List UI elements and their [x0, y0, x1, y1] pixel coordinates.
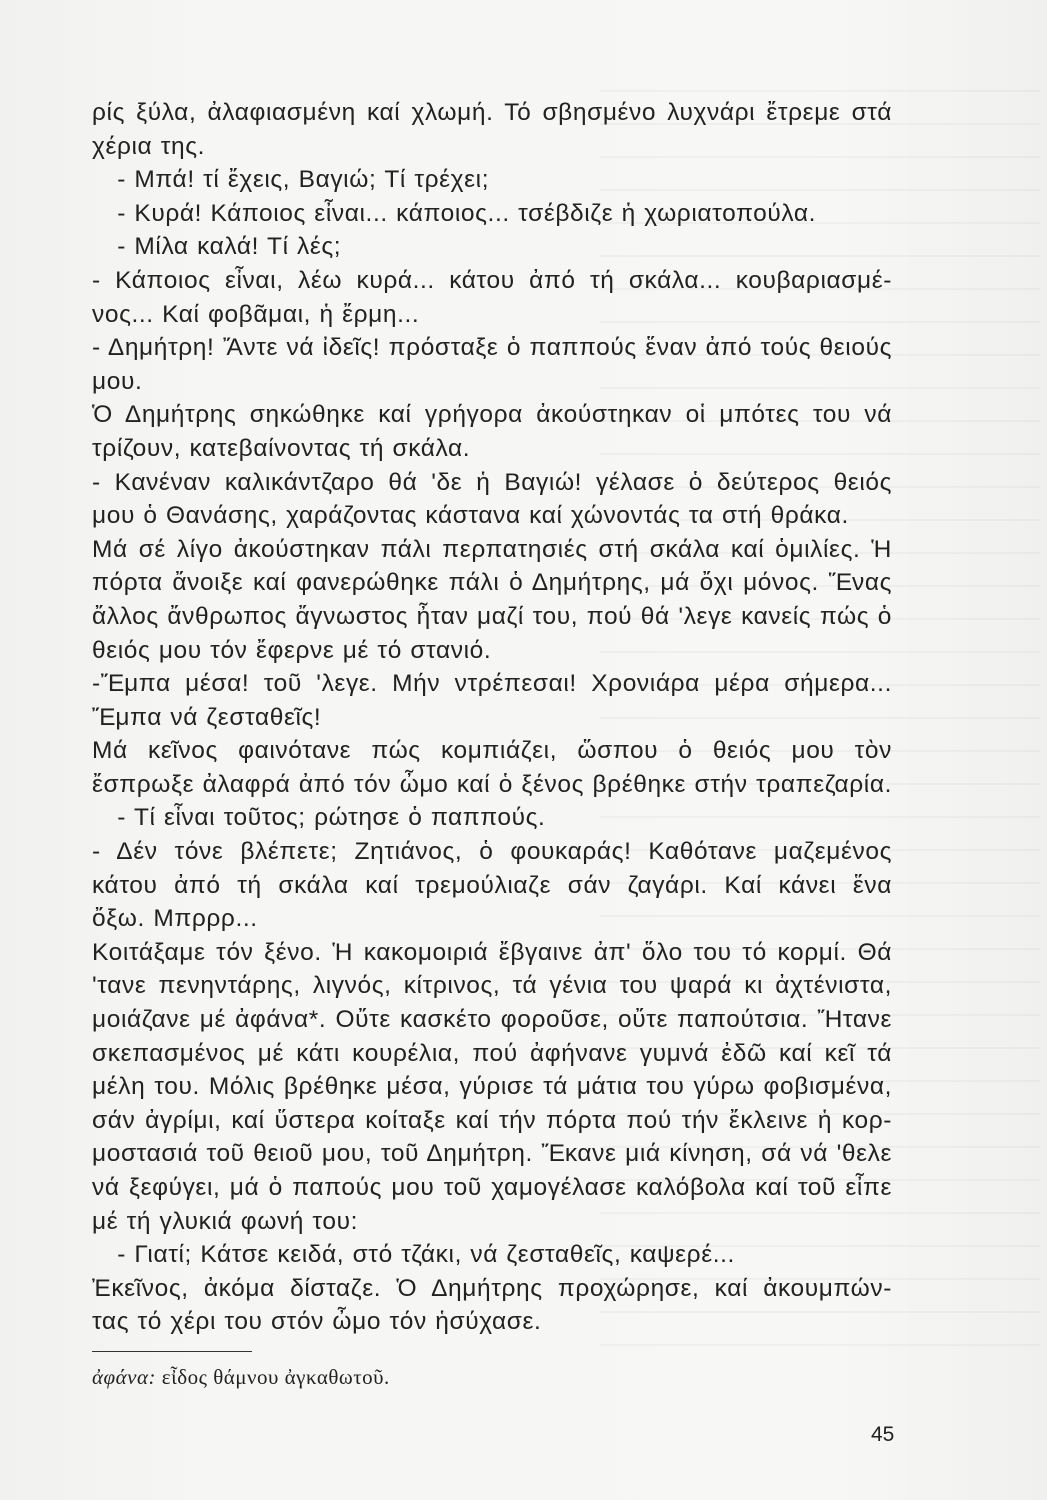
text-line: μοιάζανε μέ ἀφάνα*. Οὔτε κασκέτο φοροῦσε, οὔτε παπούτσια. Ἤτανε [92, 1006, 892, 1034]
body-text [92, 96, 892, 1339]
text-line: - Τί εἶναι τοῦτος; ρώτησε ὁ παππούς. [92, 804, 546, 832]
text-line: νος... Καί φοβᾶμαι, ἡ ἔρμη... [92, 300, 420, 328]
text-line: θειός μου τόν ἔφερνε μέ τό στανιό. [92, 636, 492, 664]
text-line: ὄξω. Μπρρρ... [92, 905, 258, 933]
text-line: - Δέν τόνε βλέπετε; Ζητιάνος, ὁ φουκαράς! Καθότανε μαζεμένος [92, 838, 892, 866]
text-line: ρίς ξύλα, ἀλαφιασμένη καί χλωμή. Τό σβησμένο λυχνάρι ἔτρεμε στά [92, 99, 892, 126]
text-line: - Δημήτρη! Ἄντε νά ἰδεῖς! πρόσταξε ὁ παππούς ἕναν ἀπό τούς θειούς [92, 334, 892, 362]
text-line: -Ἔμπα μέσα! τοῦ 'λεγε. Μήν ντρέπεσαι! Χρονιάρα μέρα σήμερα... [92, 670, 892, 698]
page-number: 45 [871, 1423, 895, 1446]
text-line: κάτου ἀπό τή σκάλα καί τρεμούλιαζε σάν ζαγάρι. Καί κάνει ἕνα [92, 871, 892, 899]
text-line: Ἔμπα νά ζεσταθεῖς! [92, 703, 322, 731]
text-line: σκεπασμένος μέ κάτι κουρέλια, πού ἀφήνανε γυμνά ἐδῶ καί κεῖ τά [92, 1039, 892, 1067]
text-line: - Μπά! τί ἔχεις, Βαγιώ; Τί τρέχει; [92, 166, 490, 194]
text-line: μέ τή γλυκιά φωνή του: [92, 1207, 358, 1235]
text-line: - Κανέναν καλικάντζαρο θά 'δε ἡ Βαγιώ! γέλασε ὁ δεύτερος θειός [92, 468, 892, 496]
text-line: 'τανε πενηντάρης, λιγνός, κίτρινος, τά γένια του ψαρά κι ἀχτένιστα, [92, 972, 892, 1000]
text-line: νά ξεφύγει, μά ὁ παπούς μου τοῦ χαμογέλασε καλόβολα καί τοῦ εἶπε [92, 1174, 892, 1201]
text-line: - Κυρά! Κάποιος εἶναι... κάποιος... τσέβδιζε ἡ χωριατοπούλα. [92, 199, 816, 227]
text-line: Κοιτάξαμε τόν ξένο. Ἡ κακομοιριά ἔβγαινε ἀπ' ὅλο του τό κορμί. Θά [92, 938, 892, 966]
text-line: - Κάποιος εἶναι, λέω κυρά... κάτου ἀπό τή σκάλα... κουβαριασμέ- [92, 266, 892, 294]
footnote [92, 1365, 390, 1390]
text-line: τας τό χέρι του στόν ὦμο τόν ἡσύχασε. [92, 1308, 542, 1336]
text-line: μοστασιά τοῦ θειοῦ μου, τοῦ Δημήτρη. Ἔκανε μιά κίνηση, σά νά 'θελε [92, 1140, 892, 1168]
text-line: Μά σέ λίγο ἀκούστηκαν πάλι περπατησιές στή σκάλα καί ὁμιλίες. Ἡ [92, 535, 892, 563]
text-line: μέλη του. Μόλις βρέθηκε μέσα, γύρισε τά μάτια του γύρω φοβισμένα, [92, 1073, 892, 1101]
footnote-definition: εἶδος θάμνου ἀγκαθωτοῦ. [156, 1365, 390, 1389]
text-line: ἔσπρωξε ἀλαφρά ἀπό τόν ὦμο καί ὁ ξένος βρέθηκε στήν τραπεζαρία. [92, 770, 892, 798]
text-line: - Μίλα καλά! Τί λές; [92, 233, 342, 261]
text-line: Ἐκεῖνος, ἀκόμα δίσταζε. Ὁ Δημήτρης προχώρησε, καί ἀκουμπών- [92, 1274, 892, 1302]
text-line: μου. [92, 367, 143, 395]
footnote-term: ἀφάνα: [92, 1365, 157, 1389]
text-line: σάν ἀγρίμι, καί ὕστερα κοίταξε καί τήν πόρτα πού τήν ἔκλεινε ἡ κορ- [92, 1106, 892, 1134]
text-line: Μά κεῖνος φαινότανε πώς κομπιάζει, ὥσπου ὁ θειός μου τὸν [92, 737, 892, 765]
footnote-rule [92, 1351, 252, 1352]
text-line: τρίζουν, κατεβαίνοντας τή σκάλα. [92, 434, 471, 462]
text-line: χέρια της. [92, 132, 206, 160]
text-line: μου ὁ Θανάσης, χαράζοντας κάστανα καί χώνοντάς τα στή θράκα. [92, 502, 849, 530]
text-line: ἄλλος ἄνθρωπος ἄγνωστος ἦταν μαζί του, πού θά 'λεγε κανείς πώς ὁ [92, 602, 892, 630]
text-line: - Γιατί; Κάτσε κειδά, στό τζάκι, νά ζεσταθεῖς, καψερέ... [92, 1241, 735, 1269]
text-line: Ὁ Δημήτρης σηκώθηκε καί γρήγορα ἀκούστηκαν οἱ μπότες του νά [92, 401, 892, 429]
text-line: πόρτα ἄνοιξε καί φανερώθηκε πάλι ὁ Δημήτρης, μά ὄχι μόνος. Ἕνας [92, 569, 892, 597]
